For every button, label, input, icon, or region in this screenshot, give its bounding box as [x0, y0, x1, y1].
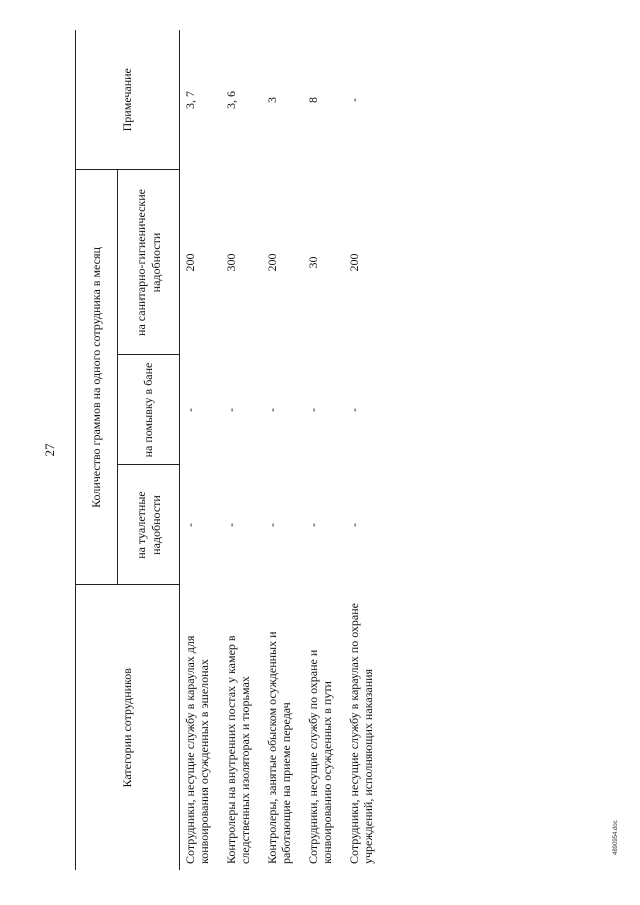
row-toilet: - — [183, 523, 197, 527]
row-category: Контролеры, занятые обыском осужденных и работающие на приеме передач — [264, 631, 293, 864]
header-group: Количество граммов на одного сотрудника в месяц — [76, 170, 118, 585]
row-note: 3, 7 — [183, 90, 197, 109]
row-sanitary: 200 — [264, 253, 279, 272]
row-bath: - — [264, 408, 279, 412]
row-category: Сотрудники, несущие службу в караулах для конвоирования осужденных в эшелонах — [183, 635, 212, 864]
row-category: Сотрудники, несущие службу в караулах по охране учреждений, исполняющих наказания — [346, 602, 375, 864]
row-bath: - — [346, 408, 361, 412]
document-id: 4890954.doc — [613, 820, 619, 855]
row-sanitary: 300 — [223, 253, 238, 272]
row-bath: - — [223, 408, 238, 412]
row-note: 3 — [264, 96, 279, 103]
header-sanitary: на санитарно-гигиенические надобности — [118, 170, 180, 355]
header-toilet: на туалетные надобности — [118, 465, 180, 585]
row-toilet: - — [223, 523, 238, 527]
row-note: 3, 6 — [223, 90, 238, 109]
page-number: 27 — [42, 443, 57, 457]
table-row — [344, 30, 385, 870]
employee-norms-table — [75, 30, 385, 870]
row-toilet: - — [305, 523, 320, 527]
table-row — [303, 30, 344, 870]
row-sanitary: 30 — [305, 256, 320, 269]
row-sanitary: 200 — [183, 253, 197, 272]
header-category: Категории сотрудников — [76, 585, 180, 870]
header-bath: на помывку в бане — [118, 355, 180, 465]
row-category: Контролеры на внутренних постах у камер в следственных изоляторах и тюрьмах — [223, 635, 252, 864]
rotated-table-container — [75, 30, 375, 870]
row-note: - — [346, 97, 361, 102]
table-row — [262, 30, 303, 870]
row-toilet: - — [346, 523, 361, 527]
table-row — [180, 30, 221, 870]
row-note: 8 — [305, 96, 320, 103]
row-toilet: - — [264, 523, 279, 527]
row-sanitary: 200 — [346, 253, 361, 272]
header-note: Примечание — [76, 30, 180, 170]
row-category: Сотрудники, несущие службу по охране и конвоированию осужденных в пути — [305, 649, 334, 864]
row-bath: - — [183, 408, 197, 412]
row-bath: - — [305, 408, 320, 412]
table-row — [221, 30, 262, 870]
